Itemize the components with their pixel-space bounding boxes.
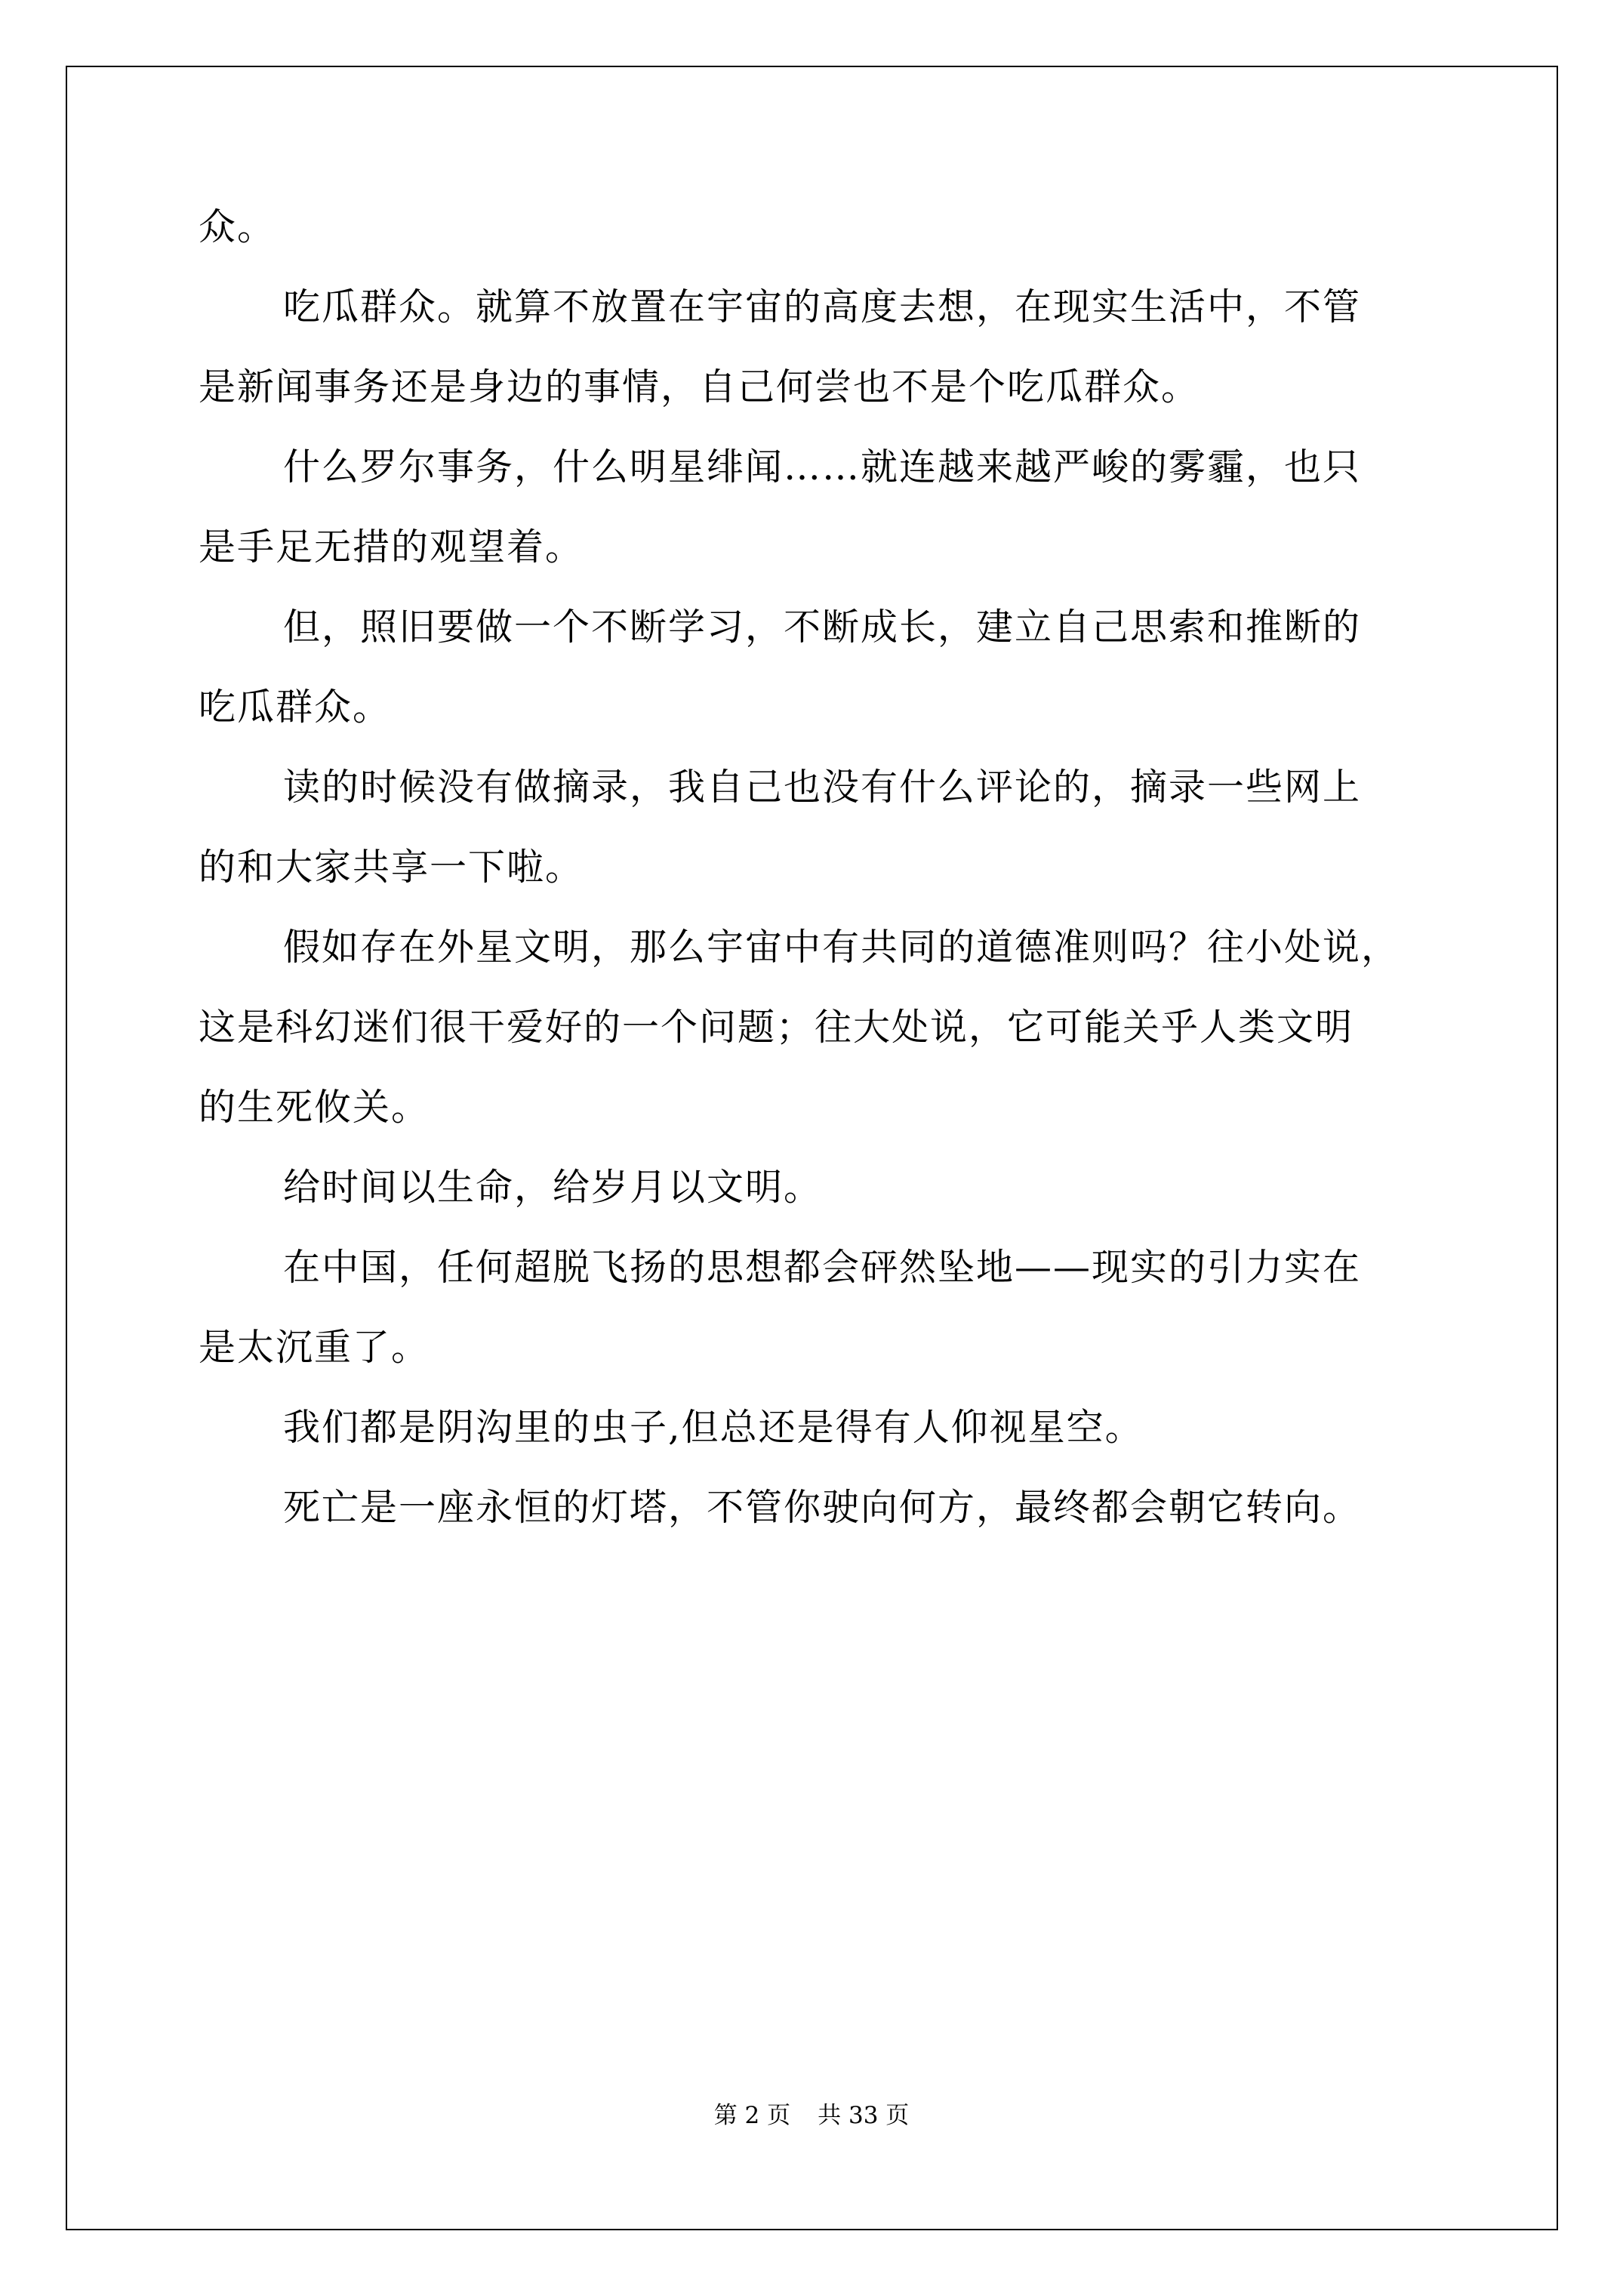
text-line-17: 死亡是一座永恒的灯塔，不管你驶向何方，最终都会朝它转向。 [283, 1486, 1362, 1529]
text-line-15: 是太沉重了。 [199, 1326, 430, 1369]
text-line-5: 是手足无措的观望着。 [199, 525, 584, 569]
text-line-16: 我们都是阴沟里的虫子,但总还是得有人仰视星空。 [283, 1406, 1144, 1449]
document-body [199, 187, 1467, 1548]
text-line-9: 的和大家共享一下啦。 [199, 846, 584, 889]
text-line-8: 读的时候没有做摘录，我自己也没有什么评论的，摘录一些网上 [283, 766, 1362, 809]
page-number: 第 2 页 [713, 2102, 791, 2129]
text-line-7: 吃瓜群众。 [199, 686, 392, 729]
page-footer [0, 2100, 1623, 2131]
text-line-2: 吃瓜群众。就算不放置在宇宙的高度去想，在现实生活中，不管 [283, 285, 1362, 328]
text-line-14: 在中国，任何超脱飞扬的思想都会砰然坠地——现实的引力实在 [283, 1246, 1362, 1289]
text-line-3: 是新闻事务还是身边的事情，自己何尝也不是个吃瓜群众。 [199, 365, 1200, 408]
text-line-10: 假如存在外星文明，那么宇宙中有共同的道德准则吗？往小处说， [283, 926, 1400, 969]
text-line-4: 什么罗尔事务，什么明星绯闻……就连越来越严峻的雾霾，也只 [283, 445, 1362, 488]
text-line-1: 众。 [199, 205, 276, 248]
text-line-13: 给时间以生命，给岁月以文明。 [283, 1166, 823, 1209]
text-line-11: 这是科幻迷们很干爱好的一个问题；往大处说，它可能关乎人类文明 [199, 1006, 1354, 1049]
page-total: 共 33 页 [818, 2102, 910, 2129]
text-line-12: 的生死攸关。 [199, 1086, 430, 1129]
text-line-6: 但，照旧要做一个不断学习，不断成长，建立自己思索和推断的 [283, 606, 1362, 649]
